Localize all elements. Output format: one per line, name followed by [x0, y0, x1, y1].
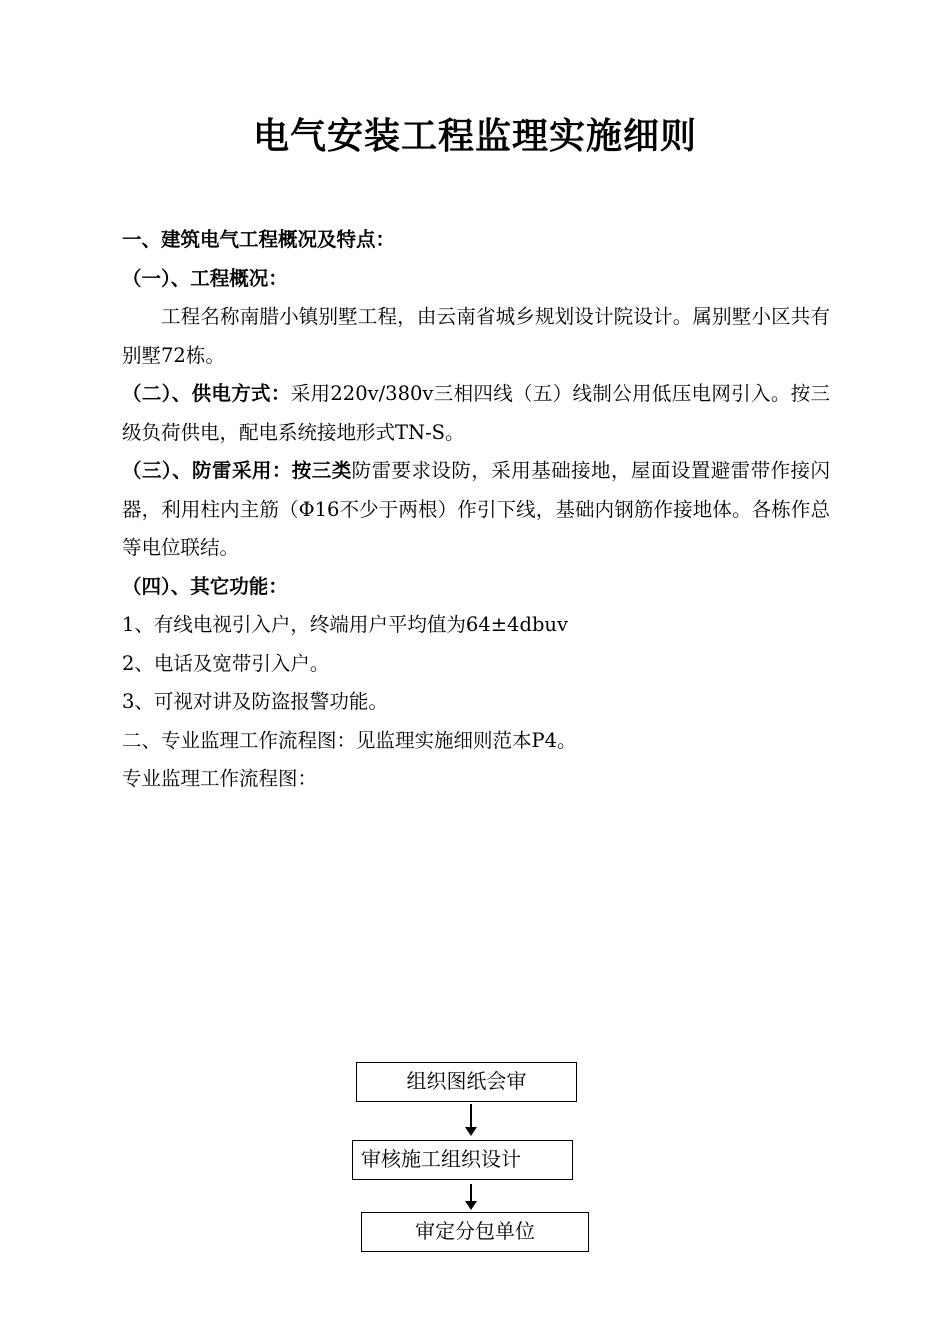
- flow-step-subcontractor-approval: 审定分包单位: [361, 1212, 589, 1252]
- flow-caption: 专业监理工作流程图：: [122, 767, 318, 790]
- lightning-text: 防雷要求设防，采用基础接地，屋面设置避雷带作接闪器，利用柱内主筋（Φ16不少于两根）作引下线，基础内钢筋作接地体。各栋作总等电位联结。: [122, 459, 830, 559]
- power-label: （二）、供电方式：: [122, 382, 291, 405]
- flow-step-drawing-review: 组织图纸会审: [356, 1062, 577, 1102]
- power-text: 采用220v/380v三相四线（五）线制公用低压电网引入。按三级负荷供电，配电系统接地形式TN-S。: [122, 382, 830, 444]
- flow-arrow-down-icon: [470, 1104, 472, 1134]
- list-item: 3、可视对讲及防盗报警功能。: [122, 690, 388, 713]
- flow-step-construction-design-review: 审核施工组织设计: [352, 1140, 573, 1180]
- overview-heading: （一）、工程概况：: [122, 266, 288, 290]
- section2-heading: 二、专业监理工作流程图：见监理实施细则范本P4。: [122, 728, 577, 752]
- overview-text: 工程名称南腊小镇别墅工程，由云南省城乡规划设计院设计。属别墅小区共有别墅72栋。: [122, 305, 830, 367]
- lightning-paragraph: [122, 452, 830, 568]
- flow-arrow-down-icon: [470, 1184, 472, 1208]
- list-item: 2、电话及宽带引入户。: [122, 651, 330, 675]
- lightning-label: （三）、防雷采用：按三类: [122, 459, 352, 482]
- power-paragraph: [122, 375, 830, 452]
- document-title: 电气安装工程监理实施细则: [252, 116, 697, 157]
- document-body: [122, 221, 830, 799]
- list-item: 1、有线电视引入户，终端用户平均值为64±4dbuv: [122, 613, 569, 636]
- other-heading: （四）、其它功能：: [122, 574, 288, 598]
- section1-heading: 一、建筑电气工程概况及特点：: [122, 228, 396, 251]
